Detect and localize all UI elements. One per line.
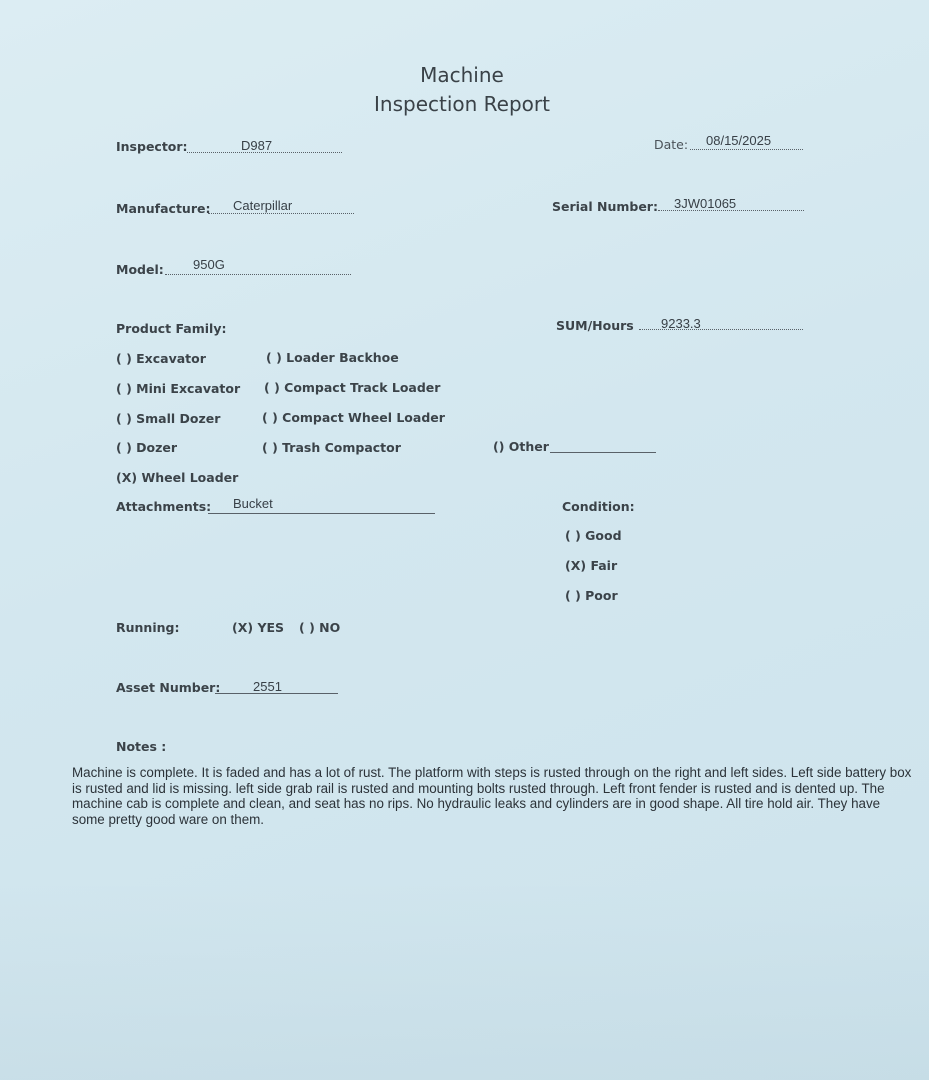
manufacture-value: Caterpillar — [233, 198, 293, 213]
option-mini-excavator[interactable] — [116, 381, 240, 396]
model-value: 950G — [193, 257, 225, 272]
date-label: Date: — [654, 137, 689, 152]
inspector-label: Inspector: — [116, 139, 188, 154]
running-yes[interactable] — [232, 620, 284, 635]
option-label: Mini Excavator — [136, 381, 241, 396]
manufacture-label: Manufacture: — [116, 201, 211, 216]
condition-label: Condition: — [562, 499, 635, 514]
option-compact-wheel-loader[interactable] — [262, 410, 445, 425]
serial-number-label: Serial Number: — [552, 199, 658, 214]
checkbox-mark: ( ) — [262, 440, 278, 455]
asset-number-label: Asset Number: — [116, 680, 221, 695]
running-label: Running: — [116, 620, 180, 635]
attachments-label: Attachments: — [116, 499, 212, 514]
option-small-dozer[interactable] — [116, 411, 220, 426]
checkbox-mark: ( ) — [116, 440, 132, 455]
running-no[interactable] — [299, 620, 340, 635]
hours-value: 9233.3 — [661, 316, 701, 331]
date-value: 08/15/2025 — [706, 133, 772, 148]
option-other[interactable] — [493, 439, 549, 454]
checkbox-mark: ( ) — [116, 351, 132, 366]
option-label: Excavator — [136, 351, 206, 366]
checkbox-mark: ( ) — [565, 588, 581, 603]
option-trash-compactor[interactable] — [262, 440, 401, 455]
option-label: Fair — [590, 558, 618, 573]
option-wheel-loader[interactable] — [116, 470, 238, 485]
option-excavator[interactable] — [116, 351, 206, 366]
other-underline — [550, 452, 656, 453]
asset-number-value: 2551 — [253, 679, 282, 694]
product-family-label: Product Family: — [116, 321, 227, 336]
option-dozer[interactable] — [116, 440, 177, 455]
attachments-value: Bucket — [233, 496, 273, 511]
option-label: Poor — [585, 588, 618, 603]
option-label: Other — [508, 439, 549, 454]
condition-fair[interactable] — [565, 558, 617, 573]
model-label: Model: — [116, 262, 164, 277]
option-compact-track-loader[interactable] — [264, 380, 440, 395]
report-title-line1: Machine — [420, 63, 504, 87]
condition-poor[interactable] — [565, 588, 618, 603]
checkbox-mark: ( ) — [116, 381, 132, 396]
option-label: Good — [585, 528, 622, 543]
option-label: Small Dozer — [136, 411, 221, 426]
option-label: YES — [257, 620, 285, 635]
serial-number-value: 3JW01065 — [674, 196, 737, 211]
option-label: Wheel Loader — [141, 470, 239, 485]
notes-text: Machine is complete. It is faded and has a lot of rust. The platform with steps is rusted through on the right and left sides. Left side battery box is rusted and lid is missing. left side grab rail is rusted and mounting bolts rusted through. Left front fender is rusted and is dented up. The machine cab is complete and clean, and seat has no rips. No hydraulic leaks and cylinders are in good shape. All tire hold air. They have some pretty good ware on them. — [72, 765, 912, 827]
option-label: Loader Backhoe — [286, 350, 399, 365]
checkbox-mark-checked: (X) — [565, 558, 587, 573]
notes-label: Notes : — [116, 739, 167, 754]
inspector-value: D987 — [241, 138, 273, 153]
option-label: Compact Wheel Loader — [282, 410, 445, 425]
date-underline — [690, 149, 803, 150]
option-label: Dozer — [136, 440, 178, 455]
checkbox-mark: ( ) — [565, 528, 581, 543]
option-label: Compact Track Loader — [284, 380, 441, 395]
report-title-line2: Inspection Report — [374, 92, 550, 116]
model-underline — [165, 274, 351, 275]
checkbox-mark-checked: (X) — [116, 470, 138, 485]
option-label: Trash Compactor — [282, 440, 401, 455]
checkbox-mark: ( ) — [299, 620, 315, 635]
checkbox-mark: ( ) — [266, 350, 282, 365]
condition-good[interactable] — [565, 528, 622, 543]
checkbox-mark: ( ) — [264, 380, 280, 395]
checkbox-mark-checked: (X) — [232, 620, 254, 635]
paper-shading — [0, 880, 929, 1080]
option-loader-backhoe[interactable] — [266, 350, 399, 365]
attachments-underline — [208, 513, 435, 514]
checkbox-mark: ( ) — [262, 410, 278, 425]
option-label: NO — [319, 620, 341, 635]
checkbox-mark: () — [493, 439, 505, 454]
checkbox-mark: ( ) — [116, 411, 132, 426]
manufacture-underline — [208, 213, 354, 214]
hours-label: SUM/Hours — [556, 318, 634, 333]
